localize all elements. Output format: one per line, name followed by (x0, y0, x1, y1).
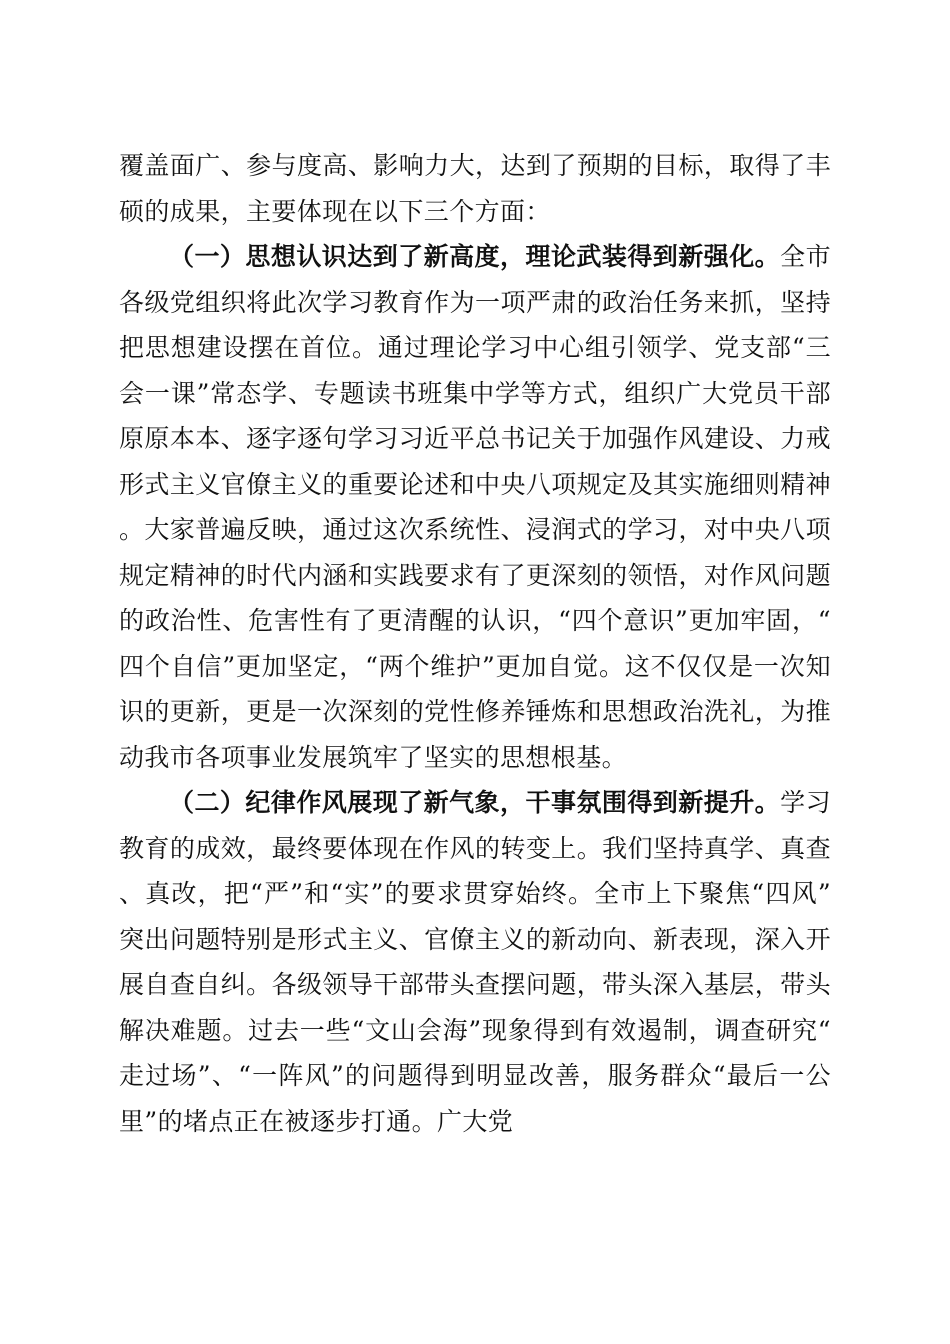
section-1-heading: （一）思想认识达到了新高度，理论武装得到新强化。 (169, 242, 781, 271)
section-2-heading: （二）纪律作风展现了新气象，干事氛围得到新提升。 (169, 788, 781, 817)
section-1-body: 全市各级党组织将此次学习教育作为一项严肃的政治任务来抓，坚持把思想建设摆在首位。通过理论学习中心组引领学、党支部“三会一课”常态学、专题读书班集中学等方式，组织广大党员干部原原本本、逐字逐句学习习近平总书记关于加强作风建设、力戒形式主义官僚主义的重要论述和中央八项规定及其实施细则精神。大家普遍反映，通过这次系统性、浸润式的学习，对中央八项规定精神的时代内涵和实践要求有了更深刻的领悟，对作风问题的政治性、危害性有了更清醒的认识，“四个意识”更加牢固，“四个自信”更加坚定，“两个维护”更加自觉。这不仅仅是一次知识的更新，更是一次深刻的党性修养锤炼和思想政治洗礼，为推动我市各项事业发展筑牢了坚实的思想根基。 (119, 242, 831, 772)
section-2-body: 学习教育的成效，最终要体现在作风的转变上。我们坚持真学、真查、真改，把“严”和“实”的要求贯穿始终。全市上下聚焦“四风”突出问题特别是形式主义、官僚主义的新动向、新表现，深入开展自查自纠。各级领导干部带头查摆问题，带头深入基层，带头解决难题。过去一些“文山会海”现象得到有效遏制，调查研究“走过场”、“一阵风”的问题得到明显改善，服务群众“最后一公里”的堵点正在被逐步打通。广大党 (119, 788, 831, 1136)
paragraph-section-1 (119, 234, 831, 780)
paragraph-intro (119, 143, 831, 234)
paragraph-section-2 (119, 780, 831, 1144)
paragraph-intro-text: 覆盖面广、参与度高、影响力大，达到了预期的目标，取得了丰硕的成果，主要体现在以下三个方面： (119, 151, 831, 226)
document-body (119, 143, 831, 1144)
